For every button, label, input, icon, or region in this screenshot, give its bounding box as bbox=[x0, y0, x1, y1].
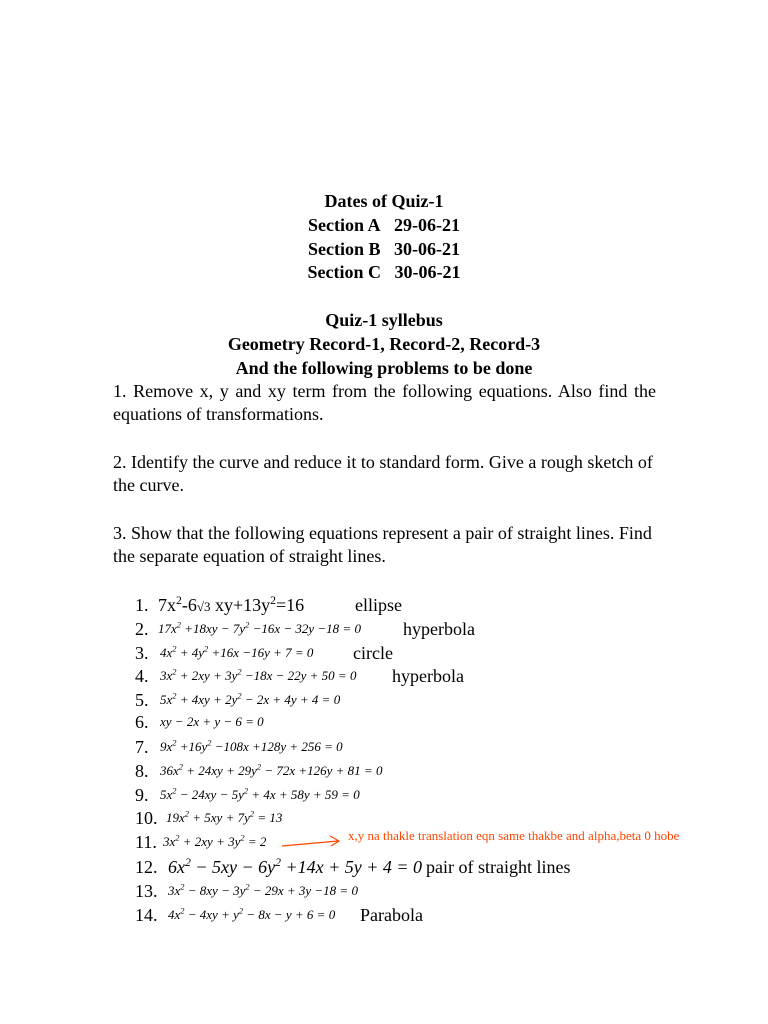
problem-label: hyperbola bbox=[403, 619, 475, 639]
instruction-3: 3. Show that the following equations represent a pair of straight lines. Find the separate equation of straight lines. bbox=[113, 523, 652, 566]
problem-label: Parabola bbox=[360, 905, 423, 925]
section-b-label: Section B bbox=[307, 239, 381, 259]
problem-number: 8. bbox=[135, 761, 149, 781]
problem-equation: $6x^2 - 5xy - 6y^2 +14x + 5y + 4 = 0$ bbox=[168, 856, 423, 877]
problem-number: 11. bbox=[135, 832, 157, 852]
syllabus-subtitle: And the following problems to be done bbox=[235, 358, 533, 378]
problem-number: 5. bbox=[135, 690, 149, 710]
section-a-line bbox=[0, 213, 768, 237]
problem-equation: $7x^2-6√3$ $xy+13y^2=16$ bbox=[158, 594, 305, 615]
problem-number: 12. bbox=[135, 857, 158, 877]
problem-equation: $3x^2 + 2xy + 3y^2 -18x - 22y + 50 = 0$ bbox=[160, 666, 357, 683]
problem-label: ellipse bbox=[355, 595, 402, 615]
problem-equation: $3x^2 - 8xy - 3y^2 - 29x + 3y -18 = 0$ bbox=[168, 881, 358, 898]
section-b-date: 30-06-21 bbox=[394, 239, 460, 259]
problem-number: 9. bbox=[135, 785, 149, 805]
problem-equation: $36x^2 + 24xy + 29y^2 - 72x +126y + 81 = 0$ bbox=[160, 761, 383, 778]
syllabus-records: Geometry Record-1, Record-2, Record-3 bbox=[227, 334, 541, 354]
problem-equation: $17x^2 +18xy - 7y^2 -16x - 32y -18 = 0$ bbox=[158, 619, 361, 636]
problem-label: hyperbola bbox=[392, 666, 464, 686]
problem-number: 1. bbox=[135, 595, 149, 615]
problem-equation: $4x^2 + 4y^2 +16x -16y + 7 = 0$ bbox=[160, 643, 314, 660]
problem-number: 3. bbox=[135, 643, 149, 663]
problem-equation: $5x^2 + 4xy + 2y^2 - 2x + 4y + 4 = 0$ bbox=[160, 690, 341, 707]
section-a-label: Section A bbox=[307, 215, 381, 235]
section-b-line bbox=[0, 237, 768, 261]
problem-equation: $9x^2 +16y^2 -108x +128y + 256 = 0$ bbox=[160, 737, 343, 754]
section-a-date: 29-06-21 bbox=[394, 215, 460, 235]
section-c-label: Section C bbox=[307, 262, 381, 282]
problem-equation: $19x^2 + 5xy + 7y^2 = 13$ bbox=[166, 808, 283, 825]
problem-equation: $4x^2 - 4xy + y^2 - 8x - y + 6 = 0$ bbox=[168, 905, 336, 922]
section-c-date: 30-06-21 bbox=[394, 262, 461, 282]
problem-number: 7. bbox=[135, 737, 149, 757]
section-c-line bbox=[0, 260, 768, 284]
problem-equation: $5x^2 - 24xy - 5y^2 + 4x + 58y + 59 = 0$ bbox=[160, 785, 360, 802]
annotation-arrow-icon bbox=[280, 832, 346, 854]
instruction-1: 1. Remove x, y and xy term from the following equations. Also find the equations of transformations. bbox=[113, 381, 656, 424]
problem-number: 6. bbox=[135, 712, 149, 732]
problem-number: 14. bbox=[135, 905, 158, 925]
instruction-2: 2. Identify the curve and reduce it to standard form. Give a rough sketch of the curve. bbox=[113, 452, 653, 495]
problem-number: 10. bbox=[135, 808, 158, 828]
syllabus-title: Quiz-1 syllebus bbox=[325, 310, 443, 330]
quiz-dates-title: Dates of Quiz-1 bbox=[324, 191, 444, 211]
problem-number: 4. bbox=[135, 666, 149, 686]
problem-label: circle bbox=[353, 643, 393, 663]
problem-number: 2. bbox=[135, 619, 149, 639]
annotation-note: x,y na thakle translation eqn same thakbe and alpha,beta 0 hobe bbox=[348, 828, 680, 843]
problem-label: pair of straight lines bbox=[426, 857, 571, 877]
problem-equation: xy − 2x + y − 6 = 0 bbox=[160, 714, 264, 729]
problem-equation: $3x^2 + 2xy + 3y^2 = 2$ bbox=[163, 832, 267, 849]
problem-number: 13. bbox=[135, 881, 158, 901]
